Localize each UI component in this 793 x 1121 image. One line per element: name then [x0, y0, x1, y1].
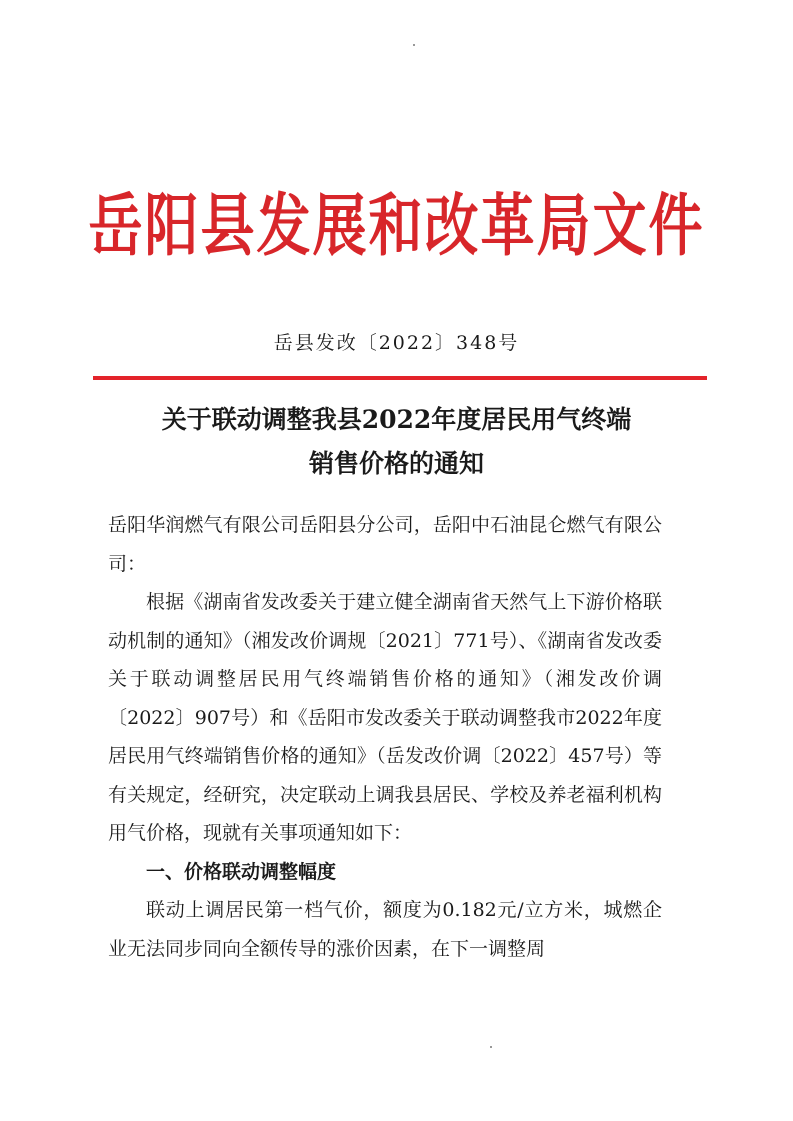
notice-title-line-1: 关于联动调整我县2022年度居民用气终端: [161, 405, 632, 434]
document-body: [108, 506, 662, 968]
body-paragraph-1: 根据《湖南省发改委关于建立健全湖南省天然气上下游价格联动机制的通知》（湘发改价调规〔2021〕771号）、《湖南省发改委关于联动调整居民用气终端销售价格的通知》（湘发改价调〔2022〕907号）和《岳阳市发改委关于联动调整我市2022年度居民用气终端销售价格的通知》（岳发改价调〔2022〕457号）等有关规定，经研究，决定联动上调我县居民、学校及养老福利机构用气价格，现就有关事项通知如下：: [108, 591, 662, 844]
recipients: 岳阳华润燃气有限公司岳阳县分公司，岳阳中石油昆仑燃气有限公司：: [108, 514, 662, 575]
red-divider-line: [93, 376, 707, 380]
document-number: 岳县发改〔2022〕348号: [273, 332, 520, 354]
body-paragraph-2: 联动上调居民第一档气价，额度为0.182元/立方米，城燃企业无法同步同向全额传导的涨价因素，在下一调整周: [108, 899, 662, 960]
scan-speck: [490, 1046, 492, 1048]
agency-header-title: 岳阳县发展和改革局文件: [88, 185, 705, 265]
notice-title-line-2: 销售价格的通知: [308, 449, 484, 478]
scan-speck: [413, 44, 415, 46]
section-heading-1: 一、价格联动调整幅度: [146, 860, 337, 883]
notice-title: [0, 398, 793, 486]
